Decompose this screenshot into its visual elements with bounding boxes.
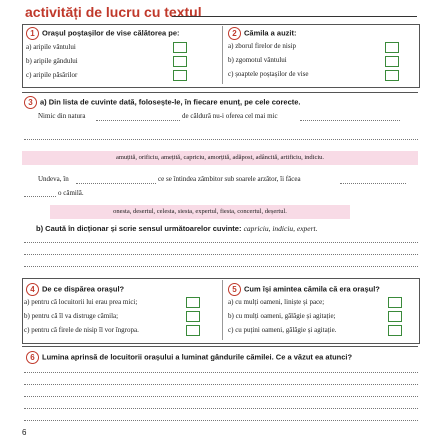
ex2-question: 2 Cămila a auzit:: [228, 27, 297, 40]
ex6-number: 6: [26, 351, 39, 364]
ex3-blank-4[interactable]: [76, 183, 156, 184]
ex6-line-2[interactable]: [24, 384, 418, 385]
ex5-option-a: a) cu mulți oameni, liniște și pace;: [228, 298, 325, 306]
ex2-option-c: c) șoaptele poștașilor de vise: [228, 70, 309, 78]
ex3b-line-2[interactable]: [24, 254, 418, 255]
ex2-checkbox-a[interactable]: [385, 42, 399, 53]
ex3-sentence2-end: o cămilă.: [58, 189, 84, 197]
ex3-question-a: 3 a) Din lista de cuvinte dată, folosește-le, în fiecare enunț, pe cele corecte.: [24, 96, 301, 109]
ex2-option-b: b) zgomotul vântului: [228, 56, 287, 64]
ex5-number: 5: [228, 283, 241, 296]
ex5-checkbox-b[interactable]: [388, 311, 402, 322]
ex3-blank-2[interactable]: [300, 120, 400, 121]
ex3-blank-6[interactable]: [24, 196, 56, 197]
ex6-line-1[interactable]: [24, 372, 418, 373]
ex5-checkbox-a[interactable]: [388, 297, 402, 308]
divider: [222, 280, 223, 340]
ex3-sentence2-mid: ce se întindea zâmbitor sub soarele arzător, îi făcea: [158, 175, 301, 183]
ex1-option-a: a) aripile vântului: [26, 43, 76, 51]
ex1-checkbox-c[interactable]: [173, 70, 187, 81]
ex3-blank-1[interactable]: [96, 120, 180, 121]
ex1-option-b: b) aripile gândului: [26, 57, 78, 65]
ex4-number: 4: [26, 283, 39, 296]
ex1-option-c: c) aripile păsărilor: [26, 71, 78, 79]
ex1-checkbox-b[interactable]: [173, 56, 187, 67]
ex3-sentence2-start: Undeva, în: [38, 175, 69, 183]
ex4-option-b: b) pentru că îl va distruge cămila;: [24, 312, 119, 320]
ex6-line-4[interactable]: [24, 408, 418, 409]
ex3-word-list-2: onesta, desertul, celesta, siesta, expertul, fiesta, concertul, deșertul.: [50, 205, 350, 219]
ex4-checkbox-b[interactable]: [186, 311, 200, 322]
ex3b-line-3[interactable]: [24, 266, 418, 267]
ex4-option-a: a) pentru că locuitorii lui erau prea mici;: [24, 298, 138, 306]
ex2-number: 2: [228, 27, 241, 40]
ex3-question-b: b) Caută în dicționar și scrie sensul următoarelor cuvinte: capriciu, indiciu, expert.: [36, 224, 318, 233]
ex4-checkbox-a[interactable]: [186, 297, 200, 308]
ex6-line-3[interactable]: [24, 396, 418, 397]
ex2-option-a: a) zborul firelor de nisip: [228, 42, 297, 50]
ex5-checkbox-c[interactable]: [388, 325, 402, 336]
ex2-checkbox-c[interactable]: [385, 70, 399, 81]
ex1-question: 1 Orașul poștașilor de vise călătorea pe:: [26, 27, 180, 40]
page-number: 6: [22, 428, 27, 437]
title-rule: [172, 16, 417, 17]
ex4-checkbox-c[interactable]: [186, 325, 200, 336]
ex5-option-b: b) cu mulți oameni, gălăgie și agitație;: [228, 312, 336, 320]
ex3b-line-1[interactable]: [24, 242, 418, 243]
ex3-number: 3: [24, 96, 37, 109]
ex2-checkbox-b[interactable]: [385, 56, 399, 67]
ex6-question: 6 Lumina aprinsă de locuitorii orașului a luminat gândurile cămilei. Ce a văzut ea atunci?: [26, 351, 352, 364]
ex5-option-c: c) cu puțini oameni, gălăgie și agitație.: [228, 326, 337, 334]
ex1-checkbox-a[interactable]: [173, 42, 187, 53]
divider: [222, 26, 223, 84]
ex3-blank-3[interactable]: [24, 139, 418, 140]
ex4-question: 4 De ce dispărea orașul?: [26, 283, 124, 296]
ex3-sentence1-mid: de căldură nu-i oferea cel mai mic: [182, 112, 278, 120]
ex4-option-c: c) pentru că firele de nisip îl vor îngropa.: [24, 326, 139, 334]
ex3-top-rule: [22, 92, 418, 93]
ex3-sentence1-start: Nimic din natura: [38, 112, 86, 120]
page-title: activități de lucru cu textul: [25, 4, 202, 20]
ex1-number: 1: [26, 27, 39, 40]
ex3-blank-5[interactable]: [340, 183, 406, 184]
ex3-word-list-1: amuțită, orificiu, amețită, capriciu, amorțită, adăpost, adâncită, artificiu, indiciu.: [22, 151, 418, 165]
ex5-question: 5 Cum își amintea cămila că era orașul?: [228, 283, 380, 296]
ex6-top-rule: [22, 346, 418, 347]
ex6-line-5[interactable]: [24, 420, 418, 421]
